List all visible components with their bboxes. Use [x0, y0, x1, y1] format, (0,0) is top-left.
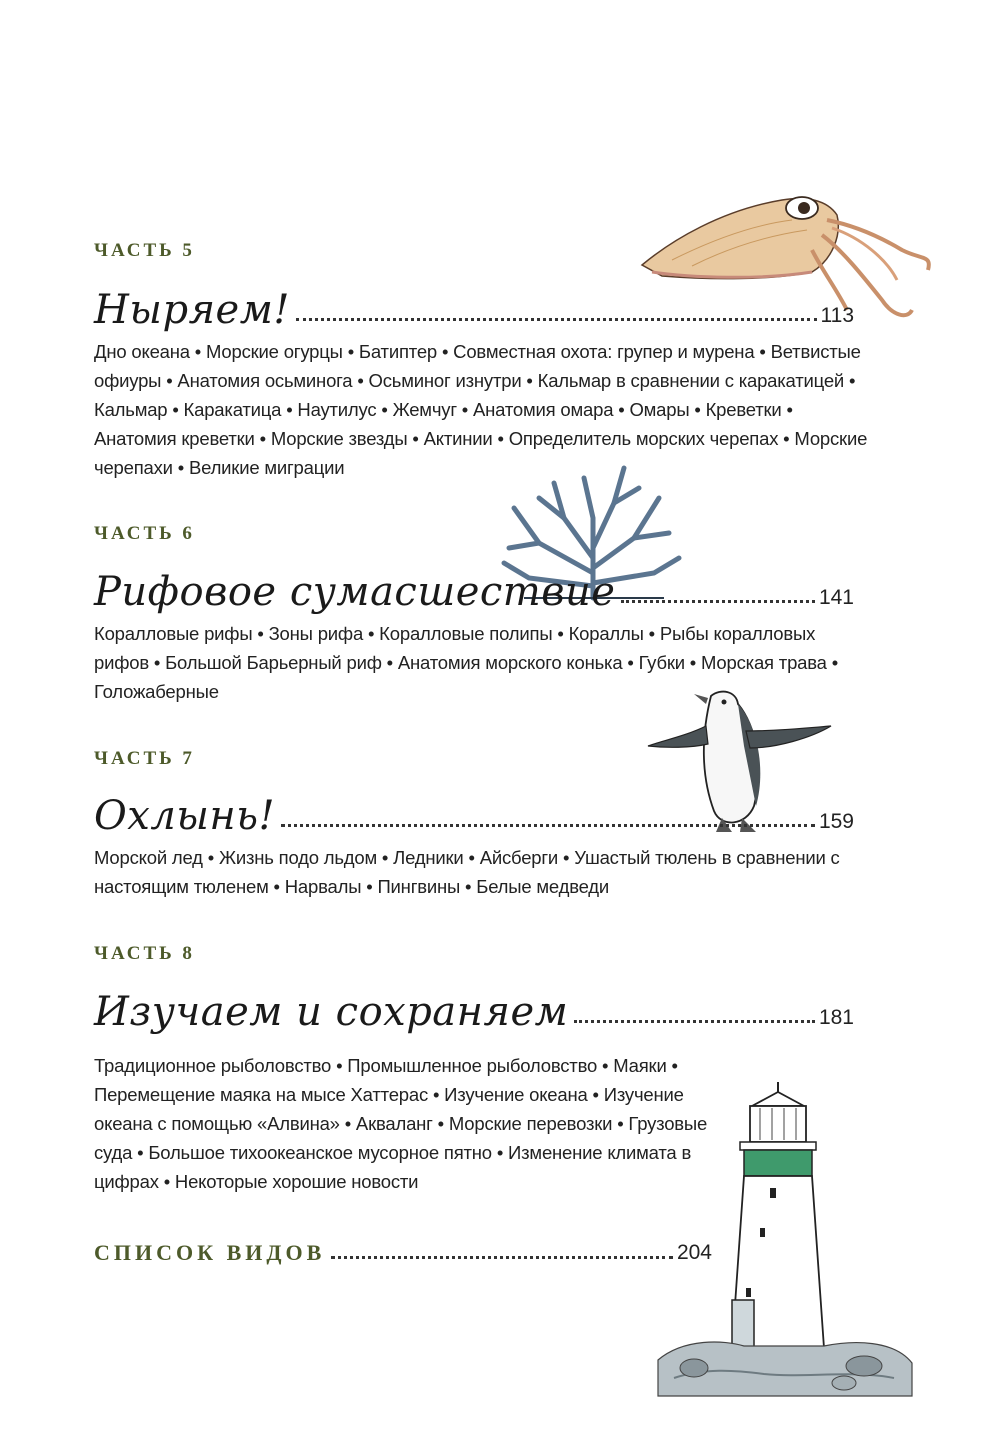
species-list-label: СПИСОК ВИДОВ — [94, 1240, 326, 1265]
part-title: Рифовое сумасшествие — [94, 569, 616, 615]
part-topics: Дно океана • Морские огурцы • Батиптер • Совместная охота: групер и мурена • Ветвистые офиуры • Анатомия осьминога • Осьминог изнутри • Кальмар в сравнении с каракатицей • Кальмар • Каракатица • Наутилус • Жемчуг • Анатомия омара • Омары • Креветки • Анатомия креветки • Морские звезды • Актинии • Определитель морских черепах • Морские черепахи • Великие миграции — [94, 341, 868, 478]
part-title: Изучаем и сохраняем — [94, 989, 569, 1035]
part-label: ЧАСТЬ 8 — [94, 943, 195, 964]
dot-leader — [281, 824, 815, 827]
page-number: 159 — [818, 810, 854, 833]
part-title: Ныряем! — [94, 287, 290, 333]
part-title: Охлынь! — [94, 793, 276, 839]
toc-entry[interactable] — [94, 972, 854, 1035]
part-label: ЧАСТЬ 6 — [94, 523, 195, 544]
toc-entry[interactable] — [94, 552, 854, 615]
toc-entry[interactable] — [94, 270, 854, 333]
dot-leader — [296, 318, 817, 321]
part-label: ЧАСТЬ 7 — [94, 748, 195, 769]
species-list-entry[interactable] — [94, 1232, 712, 1266]
dot-leader — [621, 600, 815, 603]
dot-leader — [331, 1256, 673, 1259]
page-number: 204 — [676, 1241, 712, 1264]
page-number: 141 — [818, 586, 854, 609]
dot-leader — [574, 1020, 815, 1023]
page-number: 181 — [818, 1006, 854, 1029]
part-label: ЧАСТЬ 5 — [94, 240, 195, 261]
part-topics: Коралловые рифы • Зоны рифа • Коралловые полипы • Кораллы • Рыбы коралловых рифов • Большой Барьерный риф • Анатомия морского конька • Губки • Морская трава • Голожаберные — [94, 623, 838, 702]
part-topics: Морской лед • Жизнь подо льдом • Ледники • Айсберги • Ушастый тюлень в сравнении с настоящим тюленем • Нарвалы • Пингвины • Белые медведи — [94, 847, 840, 897]
page-number: 113 — [820, 304, 854, 327]
part-topics: Традиционное рыболовство • Промышленное рыболовство • Маяки • Перемещение маяка на мысе Хаттерас • Изучение океана • Изучение океана с помощью «Алвина» • Акваланг • Морские перевозки • Грузовые суда • Большое тихоокеанское мусорное пятно • Изменение климата в цифрах • Некоторые хорошие новости — [94, 1055, 708, 1192]
toc-entry[interactable] — [94, 776, 854, 839]
